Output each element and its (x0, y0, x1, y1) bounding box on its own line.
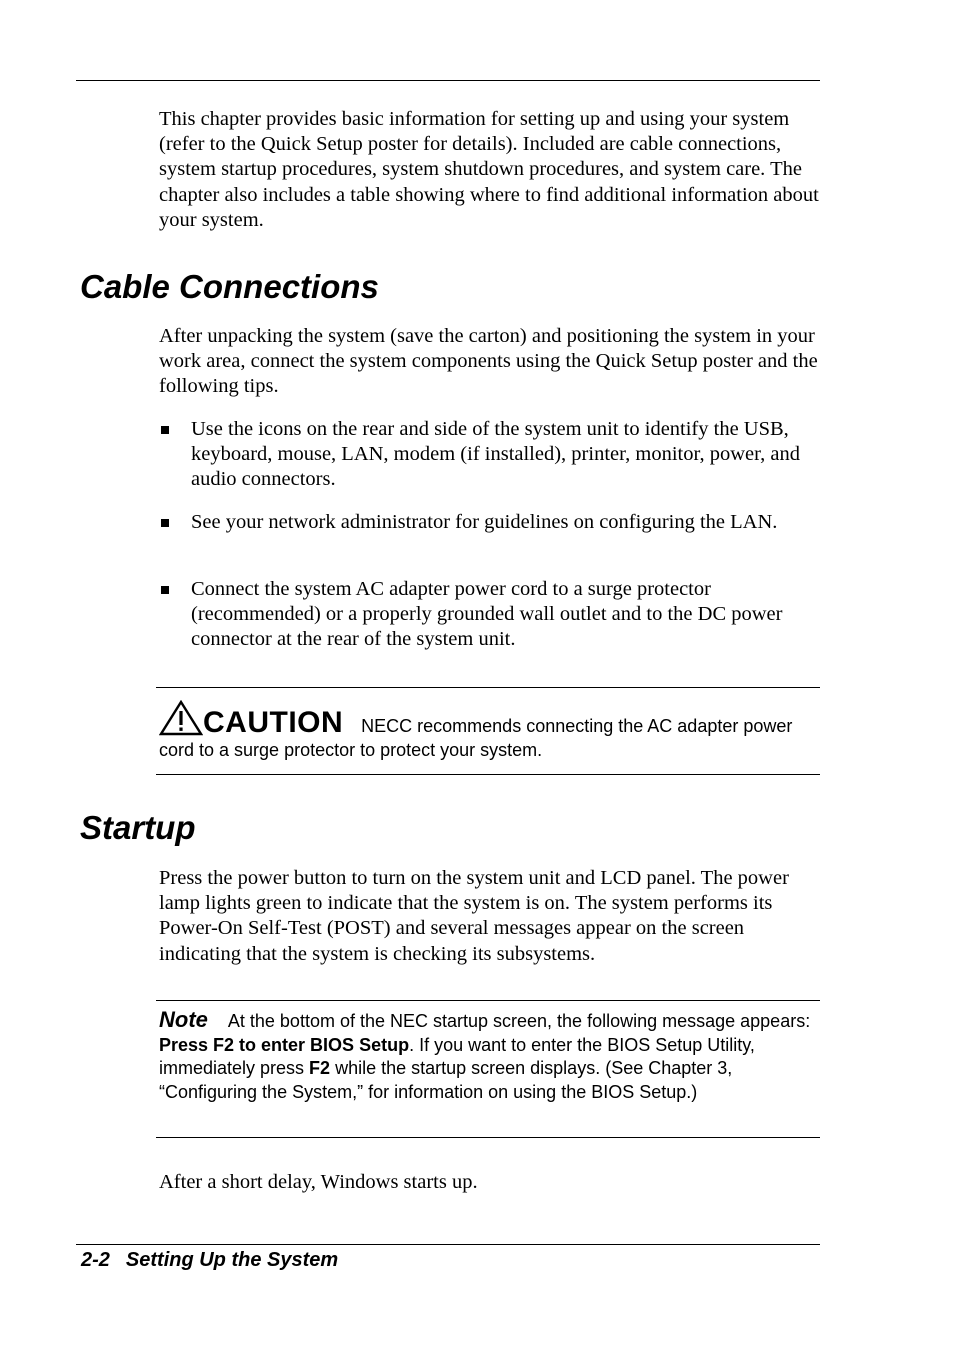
bullet-text: Connect the system AC adapter power cord to a surge protector (recommended) or a properly grounded wall outlet and to the DC power connector at the rear of the system unit. (191, 578, 783, 651)
footer-page-number: 2-2 (81, 1249, 110, 1271)
startup-paragraph: Press the power button to turn on the system unit and LCD panel. The power lamp lights green to indicate that the system is on. The system performs its Power-On Self-Test (POST) and several messages appear on the screen indicating that the system is checking its subsystems. (159, 867, 789, 965)
note-bold-bios-prompt: Press F2 to enter BIOS Setup (159, 1034, 410, 1055)
note-text-2: . If you want to enter the BIOS Setup Utility, immediately press (159, 1034, 755, 1078)
note-text-3: while the startup screen displays. (See Chapter 3, “Configuring the System,” for information on using the BIOS Setup.) (159, 1058, 733, 1102)
caution-box (156, 687, 820, 775)
caution-label: CAUTION (203, 706, 344, 739)
bullet-item-lan (159, 510, 819, 535)
footer-rule (76, 1244, 820, 1245)
note-box (156, 1000, 820, 1138)
header-rule (76, 80, 820, 81)
footer-title: Setting Up the System (125, 1249, 339, 1271)
note-content (159, 1008, 819, 1104)
heading-startup: Startup (80, 809, 196, 846)
cable-paragraph: After unpacking the system (save the carton) and positioning the system in your work area, connect the system components using the Quick Setup poster and the following tips. (159, 325, 818, 398)
intro-paragraph: This chapter provides basic information for setting up and using your system (refer to the Quick Setup poster for details). Included are cable connections, system startup procedures, system shutdown procedures, and system care. The chapter also includes a table showing where to find additional information about your system. (159, 108, 819, 231)
bullet-square-icon (161, 586, 169, 594)
caution-content (159, 700, 819, 762)
warning-triangle-icon (159, 700, 203, 736)
bullet-item-power-cord (159, 577, 819, 653)
bullet-text: See your network administrator for guidelines on configuring the LAN. (191, 511, 778, 533)
note-label: Note (159, 1007, 208, 1032)
after-delay-paragraph: After a short delay, Windows starts up. (159, 1171, 478, 1193)
bullet-text: Use the icons on the rear and side of the system unit to identify the USB, keyboard, mouse, LAN, modem (if installed), printer, monitor, power, and audio connectors. (191, 418, 800, 491)
bullet-square-icon (161, 426, 169, 434)
note-bold-f2-key: F2 (309, 1058, 331, 1078)
heading-cable-connections: Cable Connections (80, 268, 379, 305)
caution-text: NECC recommends connecting the AC adapter power cord to a surge protector to protect your system. (159, 716, 793, 760)
bullet-item-connectors (159, 417, 819, 493)
note-text-1: At the bottom of the NEC startup screen, the following message appears: (227, 1011, 811, 1031)
page-footer (81, 1247, 338, 1273)
bullet-square-icon (161, 519, 169, 527)
